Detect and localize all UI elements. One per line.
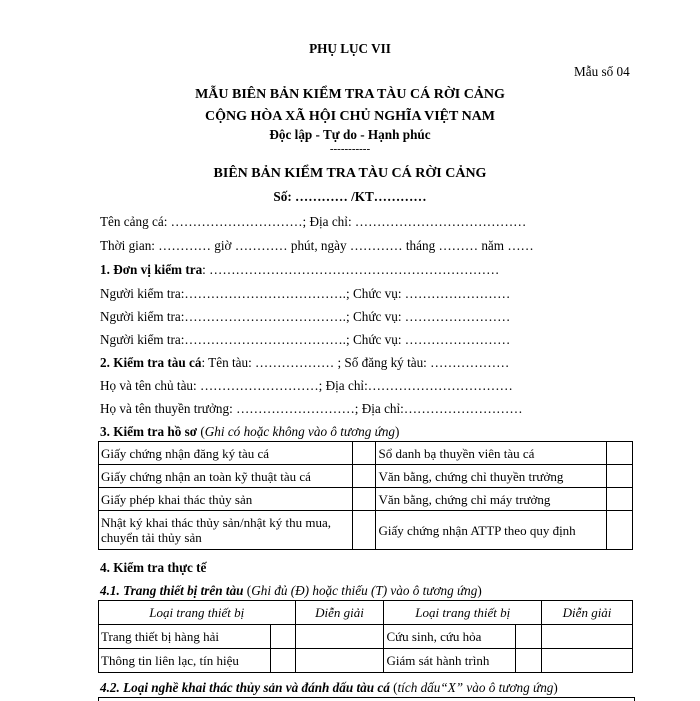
section-2-fill: : Tên tàu: ……………… ; Số đăng ký tàu: ……………… <box>201 355 510 370</box>
document-check-cell[interactable] <box>607 511 633 550</box>
inspector-line-1: Người kiểm tra:……………………………….; Chức vụ: …………………… <box>100 286 511 301</box>
section-4-2-line <box>100 680 558 696</box>
equipment-check-cell[interactable] <box>516 649 542 673</box>
equipment-note-cell[interactable] <box>542 649 633 673</box>
captain-line: Họ và tên thuyền trưởng: ………………………; Địa chỉ:……………………… <box>100 401 523 416</box>
document-item: Sổ danh bạ thuyền viên tàu cá <box>376 442 607 465</box>
section-4-1-paren: ) <box>477 583 482 598</box>
document-title: BIÊN BẢN KIỂM TRA TÀU CÁ RỜI CẢNG <box>213 166 487 181</box>
equipment-note-cell[interactable] <box>295 625 384 649</box>
table-row <box>99 649 633 673</box>
document-check-cell[interactable] <box>607 465 633 488</box>
time-line: Thời gian: ………… giờ ………… phút, ngày ………… tháng ……… năm …… <box>100 238 534 253</box>
section-4-1-line <box>100 583 482 599</box>
inspector-line-3: Người kiểm tra:……………………………….; Chức vụ: …………………… <box>100 332 511 347</box>
table-row <box>99 442 633 465</box>
section-1-line <box>100 262 499 278</box>
section-3-heading: 3. Kiểm tra hồ sơ <box>100 424 198 439</box>
document-item: Giấy chứng nhận an toàn kỹ thuật tàu cá <box>99 465 353 488</box>
document-check-cell[interactable] <box>607 442 633 465</box>
section-4-2-paren: ( <box>389 680 398 695</box>
section-2-line <box>100 355 509 371</box>
section-4-2-note: tích dấu“X” vào ô tương ứng <box>397 680 554 695</box>
column-header: Diễn giải <box>295 601 384 625</box>
equipment-note-cell[interactable] <box>542 625 633 649</box>
equipment-check-cell[interactable] <box>516 625 542 649</box>
document-item: Giấy phép khai thác thủy sản <box>99 488 353 511</box>
equipment-table <box>98 600 633 673</box>
document-number: Số: ………… /KT………… <box>273 189 427 204</box>
section-4-1-paren: ( <box>243 583 252 598</box>
equipment-item: Cứu sinh, cứu hỏa <box>384 625 516 649</box>
section-4-2-heading: 4.2. Loại nghề khai thác thủy sản và đánh dấu tàu cá <box>100 680 390 695</box>
fishing-gear-table-edge <box>98 697 635 701</box>
section-3-paren: ) <box>395 424 400 439</box>
equipment-item: Thông tin liên lạc, tín hiệu <box>99 649 271 673</box>
document-item: Giấy chứng nhận đăng ký tàu cá <box>99 442 353 465</box>
port-line: Tên cảng cá: …………………………; Địa chỉ: ………………………………… <box>100 214 527 229</box>
documents-table <box>98 441 633 550</box>
equipment-item: Giám sát hành trình <box>384 649 516 673</box>
document-check-cell[interactable] <box>352 488 376 511</box>
equipment-check-cell[interactable] <box>270 649 295 673</box>
table-header-row <box>99 601 633 625</box>
section-3-line <box>100 424 399 440</box>
section-1-heading: 1. Đơn vị kiểm tra <box>100 262 203 277</box>
column-header: Loại trang thiết bị <box>384 601 542 625</box>
document-check-cell[interactable] <box>352 465 376 488</box>
section-4-1-note: Ghi đủ (Đ) hoặc thiếu (T) vào ô tương ứng <box>251 583 478 598</box>
document-item: Văn bằng, chứng chỉ thuyền trưởng <box>376 465 607 488</box>
equipment-note-cell[interactable] <box>295 649 384 673</box>
divider: ----------- <box>329 143 371 155</box>
section-3-paren: ( <box>197 424 205 439</box>
form-number: Mẫu số 04 <box>574 64 630 79</box>
equipment-item: Trang thiết bị hàng hải <box>99 625 271 649</box>
appendix-title: PHỤ LỤC VII <box>309 41 391 56</box>
equipment-check-cell[interactable] <box>270 625 295 649</box>
table-row <box>99 511 633 550</box>
column-header: Loại trang thiết bị <box>99 601 296 625</box>
document-item: Giấy chứng nhận ATTP theo quy định <box>376 511 607 550</box>
document-check-cell[interactable] <box>352 442 376 465</box>
inspector-line-2: Người kiểm tra:……………………………….; Chức vụ: …………………… <box>100 309 511 324</box>
section-4-1-heading: 4.1. Trang thiết bị trên tàu <box>100 583 244 598</box>
document-check-cell[interactable] <box>607 488 633 511</box>
nation-title: CỘNG HÒA XÃ HỘI CHỦ NGHĨA VIỆT NAM <box>204 109 495 124</box>
section-4-heading: 4. Kiểm tra thực tế <box>100 560 207 575</box>
motto: Độc lập - Tự do - Hạnh phúc <box>269 127 431 142</box>
owner-line: Họ và tên chủ tàu: ………………………; Địa chỉ:…………………………… <box>100 378 513 393</box>
document-item: Nhật ký khai thác thủy sản/nhật ký thu mua, chuyển tải thủy sản <box>99 511 353 550</box>
section-2-heading: 2. Kiểm tra tàu cá <box>100 355 202 370</box>
table-row <box>99 488 633 511</box>
document-item: Văn bằng, chứng chỉ máy trưởng <box>376 488 607 511</box>
table-row <box>99 465 633 488</box>
section-4-2-paren: ) <box>553 680 558 695</box>
section-1-fill: : ………………………………………………………… <box>202 262 500 277</box>
form-title: MẪU BIÊN BẢN KIỂM TRA TÀU CÁ RỜI CẢNG <box>195 87 505 102</box>
column-header: Diễn giải <box>542 601 633 625</box>
section-3-note: Ghi có hoặc không vào ô tương ứng <box>204 424 396 439</box>
document-check-cell[interactable] <box>352 511 376 550</box>
table-row <box>99 625 633 649</box>
